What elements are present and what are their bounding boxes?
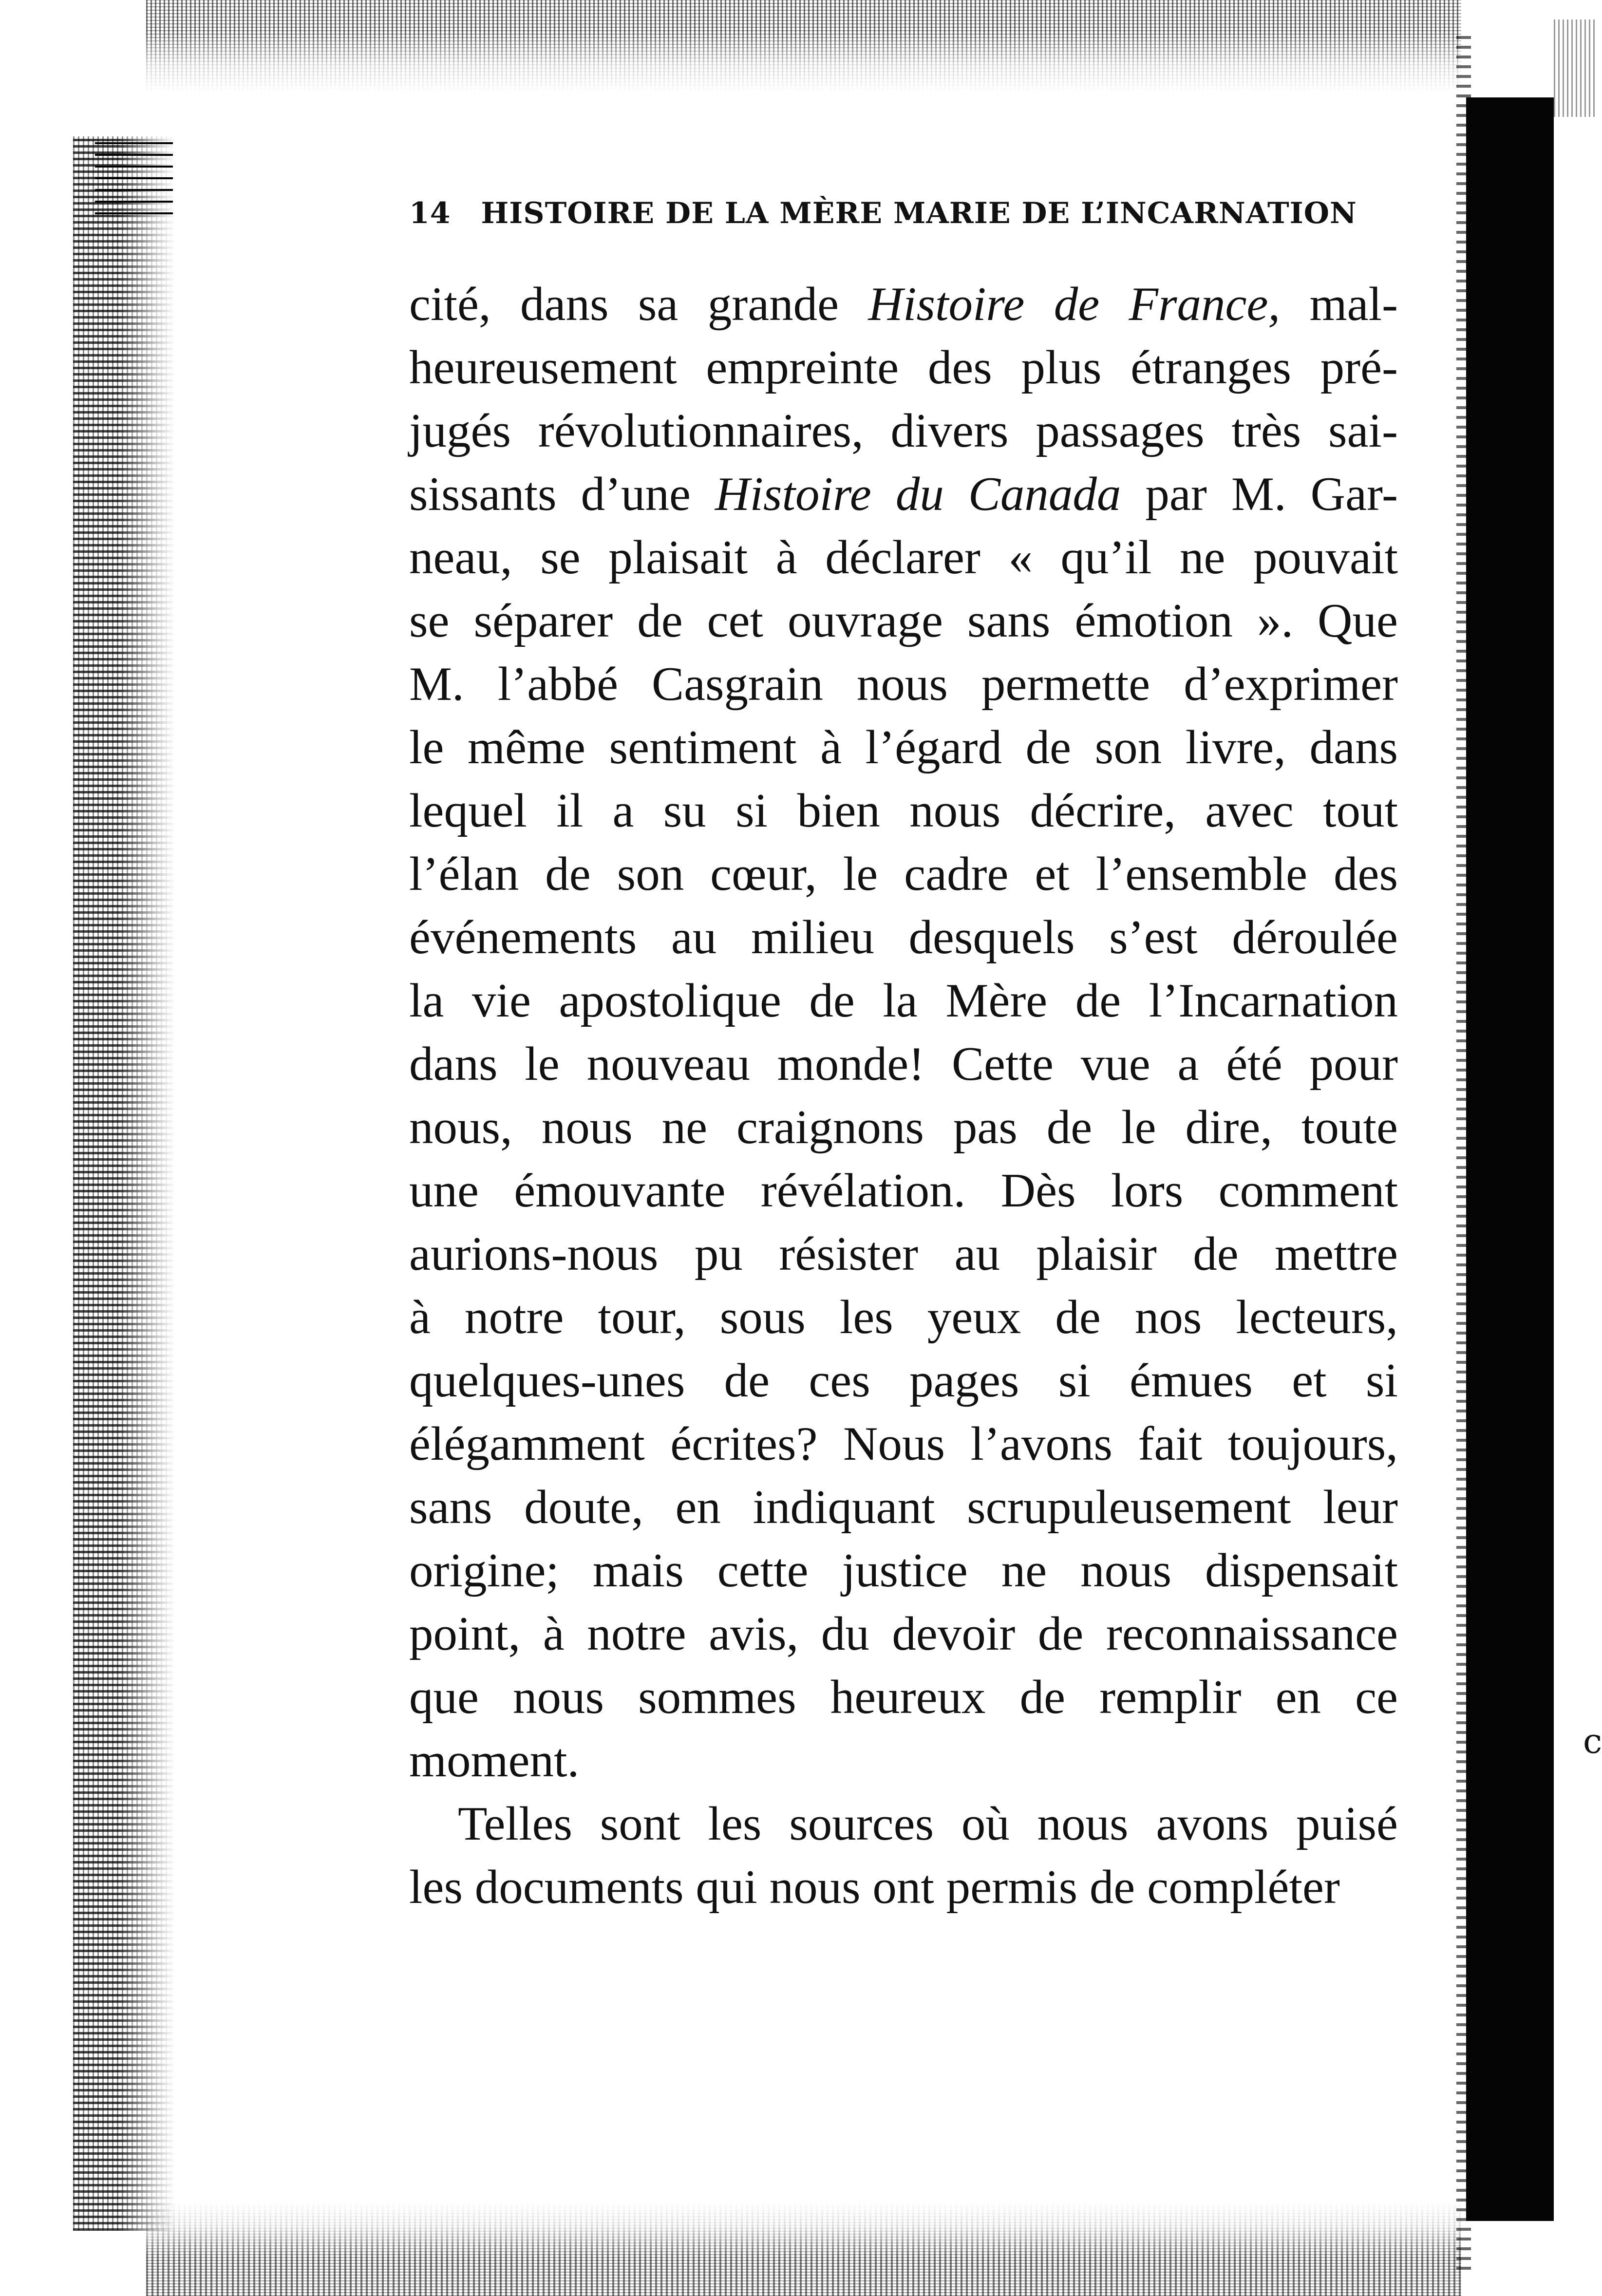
text-segment: M. l’abbé Casgrain nous permette d’exprimer [409, 658, 1398, 711]
scan-noise-left-margin [73, 136, 175, 2231]
text-segment: une émouvante révélation. Dès lors comment [409, 1164, 1398, 1217]
paragraph [409, 273, 1398, 1792]
text-line [409, 779, 1398, 843]
text-line [409, 589, 1398, 653]
text-line [409, 653, 1398, 716]
text-segment: point, à notre avis, du devoir de reconnaissance [409, 1607, 1398, 1660]
text-segment: le même sentiment à l’égard de son livre, dans [409, 721, 1398, 774]
text-line [409, 1159, 1398, 1223]
text-segment: neau, se plaisait à déclarer « qu’il ne pouvait [409, 531, 1398, 584]
text-line [409, 1223, 1398, 1286]
text-segment: l’élan de son cœur, le cadre et l’ensemble des [409, 847, 1398, 901]
text-line [409, 526, 1398, 589]
text-line [409, 1856, 1398, 1919]
page-number: 14 [409, 196, 451, 230]
text-line [409, 1096, 1398, 1159]
scan-rule-lines [95, 141, 173, 214]
text-segment: cité, dans sa grande [409, 278, 868, 331]
italic-title: Histoire du Canada [715, 468, 1121, 521]
text-segment: sans doute, en indiquant scrupuleusement leur [409, 1481, 1398, 1534]
text-segment: quelques-unes de ces pages si émues et si [409, 1354, 1398, 1407]
italic-title: Histoire de France, [868, 278, 1281, 331]
text-segment: mal- [1280, 278, 1398, 331]
text-segment: Telles sont les sources où nous avons puisé [458, 1797, 1398, 1850]
page-header [409, 194, 1398, 233]
text-line [409, 336, 1398, 399]
text-segment: aurions-nous pu résister au plaisir de mettre [409, 1227, 1398, 1280]
text-line [409, 1033, 1398, 1096]
text-segment: événements au milieu desquels s’est déroulée [409, 911, 1398, 964]
text-segment: que nous sommes heureux de remplir en ce [409, 1671, 1398, 1724]
text-segment: à notre tour, sous les yeux de nos lecteurs, [409, 1291, 1398, 1344]
running-title: HISTOIRE DE LA MÈRE MARIE DE L’INCARNATION [481, 196, 1357, 230]
text-line [409, 399, 1398, 463]
text-line [409, 1476, 1398, 1539]
text-line [409, 906, 1398, 969]
text-segment: nous, nous ne craignons pas de le dire, toute [409, 1101, 1398, 1154]
scan-noise-bottom [146, 2202, 1461, 2296]
scan-noise-top [146, 0, 1461, 93]
text-segment: heureusement empreinte des plus étranges pré- [409, 341, 1398, 394]
text-line [409, 716, 1398, 779]
text-line [409, 273, 1398, 336]
text-line [409, 1349, 1398, 1412]
text-segment: par M. Gar- [1121, 468, 1398, 521]
text-line [409, 1539, 1398, 1602]
text-line [409, 463, 1398, 526]
paragraph [409, 1792, 1398, 1919]
text-segment: les documents qui nous ont permis de compléter [409, 1861, 1340, 1914]
text-line [409, 1602, 1398, 1666]
scan-black-border [1466, 97, 1554, 2221]
text-line [409, 1729, 1398, 1792]
text-segment: la vie apostolique de la Mère de l’Incarnation [409, 974, 1398, 1027]
text-line [409, 1666, 1398, 1729]
text-segment: jugés révolutionnaires, divers passages très sai- [409, 404, 1398, 457]
text-line [409, 969, 1398, 1033]
text-segment: origine; mais cette justice ne nous dispensait [409, 1544, 1398, 1597]
text-segment: lequel il a su si bien nous décrire, avec tout [409, 784, 1398, 837]
body-text [409, 273, 1398, 1919]
text-segment: se séparer de cet ouvrage sans émotion ». Que [409, 594, 1398, 647]
text-segment: dans le nouveau monde! Cette vue a été pour [409, 1037, 1398, 1091]
text-line [409, 1412, 1398, 1476]
scan-noise-corner [1554, 19, 1597, 117]
text-line [409, 1792, 1398, 1856]
margin-glyph: c [1583, 1721, 1602, 1761]
text-line [409, 843, 1398, 906]
text-segment: élégamment écrites? Nous l’avons fait toujours, [409, 1417, 1398, 1470]
text-line [409, 1286, 1398, 1349]
text-segment: moment. [409, 1734, 580, 1787]
text-segment: sissants d’une [409, 468, 715, 521]
